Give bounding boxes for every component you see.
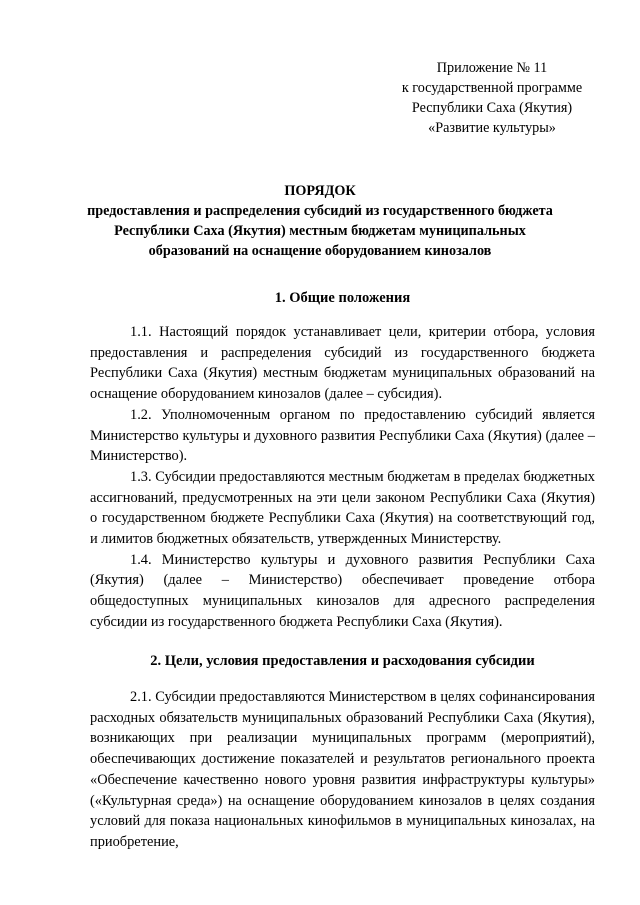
- appendix-program-ref: к государственной программе: [401, 80, 583, 96]
- paragraph: 1.2. Уполномоченным органом по предоставлению субсидий является Министерство культуры и духовного развития Республики Саха (Якутия) (далее – Министерство).: [90, 406, 595, 465]
- title-heading: ПОРЯДОК: [284, 183, 356, 199]
- document-title: [80, 181, 560, 261]
- appendix-number: Приложение № 11: [436, 60, 548, 76]
- paragraph: 1.3. Субсидии предоставляются местным бюджетам в пределах бюджетных ассигнований, предусмотренных на эти цели законом Республики Саха (Якутия) о государственном бюджете Республики Саха (Якутия) на соответствующий год, и лимитов бюджетных обязательств, утвержденных Министерству.: [90, 468, 595, 548]
- section-heading: 1. Общие положения: [274, 290, 411, 306]
- section-heading: 2. Цели, условия предоставления и расходования субсидии: [150, 653, 535, 669]
- appendix-block: [380, 58, 604, 138]
- section-body: [90, 687, 595, 853]
- title-line: Республики Саха (Якутия) местным бюджетам муниципальных: [114, 223, 526, 239]
- title-line: образований на оснащение оборудованием кинозалов: [148, 243, 492, 259]
- appendix-program-name: «Развитие культуры»: [428, 120, 556, 136]
- section-body: [90, 322, 595, 633]
- title-line: предоставления и распределения субсидий из государственного бюджета: [87, 203, 553, 219]
- paragraph: 1.4. Министерство культуры и духовного развития Республики Саха (Якутия) (далее – Министерство) обеспечивает проведение отбора общедоступных муниципальных кинозалов для адресного распределения субсидии из государственного бюджета Республики Саха (Якутия).: [90, 551, 595, 630]
- appendix-republic: Республики Саха (Якутия): [411, 100, 573, 116]
- paragraph: 2.1. Субсидии предоставляются Министерством в целях софинансирования расходных обязательств муниципальных образований Республики Саха (Якутия), возникающих при реализации муниципальных программ (мероприятий), обеспечивающих достижение показателей и результатов регионального проекта «Обеспечение качественно нового уровня развития инфраструктуры культуры» («Культурная среда») на оснащение оборудованием кинозалов в целях создания условий для показа национальных кинофильмов в муниципальных кинозалах, на приобретение,: [90, 689, 595, 850]
- paragraph: 1.1. Настоящий порядок устанавливает цели, критерии отбора, условия предоставления и распределения субсидий из государственного бюджета Республики Саха (Якутия) местным бюджетам муниципальных образований на оснащение оборудованием кинозалов (далее – субсидия).: [90, 324, 595, 403]
